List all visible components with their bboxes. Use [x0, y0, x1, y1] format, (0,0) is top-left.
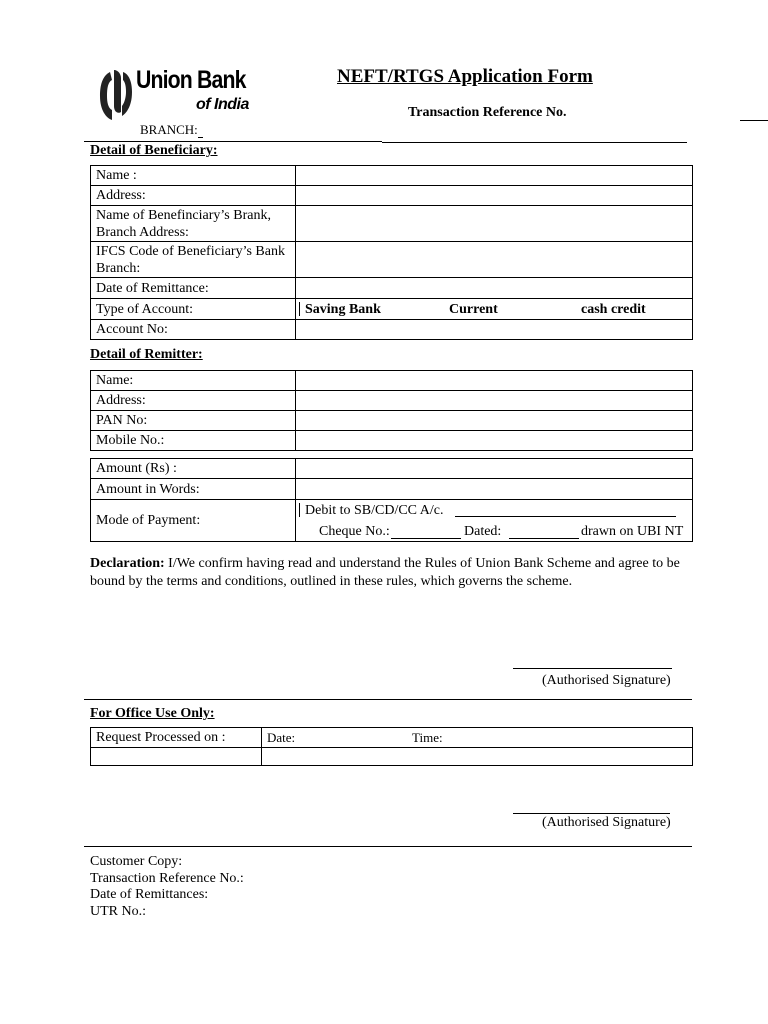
office-divider: [84, 699, 692, 700]
cheque-no-field[interactable]: [391, 538, 461, 539]
table-row: [91, 479, 693, 500]
transaction-reference-label: Transaction Reference No.: [408, 105, 567, 120]
utr-no-label: UTR No.:: [90, 904, 146, 919]
option-marker: [299, 503, 300, 517]
account-no-label: Account No:: [91, 320, 296, 340]
mobile-label: Mobile No.:: [91, 431, 296, 451]
table-row: [91, 728, 693, 748]
union-bank-emblem-icon: [98, 66, 134, 124]
authorised-signature-label-2: (Authorised Signature): [542, 815, 671, 830]
table-row: [91, 459, 693, 479]
beneficiary-table: [90, 165, 693, 340]
payment-mode-details: [296, 500, 693, 542]
pan-label: PAN No:: [91, 411, 296, 431]
remitter-name-field[interactable]: [296, 371, 693, 391]
logo-text-union-bank: Union Bank: [136, 66, 246, 94]
remitter-table: [90, 370, 693, 451]
table-row: [91, 186, 693, 206]
table-row: [91, 299, 693, 320]
branch-label-text: BRANCH:: [140, 122, 198, 137]
edge-mark: [740, 120, 768, 121]
table-row: [91, 391, 693, 411]
amount-field[interactable]: [296, 459, 693, 479]
amount-words-label: Amount in Words:: [91, 479, 296, 500]
beneficiary-ifsc-label-line2: Branch:: [96, 260, 141, 276]
account-type-cash-credit[interactable]: cash credit: [581, 302, 646, 317]
pan-field[interactable]: [296, 411, 693, 431]
table-row: [91, 278, 693, 299]
beneficiary-address-field[interactable]: [296, 186, 693, 206]
payment-mode-label: Mode of Payment:: [91, 500, 296, 542]
logo-text-of-india: of India: [196, 96, 249, 113]
customer-transaction-ref-label: Transaction Reference No.:: [90, 871, 244, 886]
mobile-field[interactable]: [296, 431, 693, 451]
account-type-label: Type of Account:: [91, 299, 296, 320]
amount-label: Amount (Rs) :: [91, 459, 296, 479]
account-no-field[interactable]: [296, 320, 693, 340]
branch-label: [140, 121, 203, 138]
dated-field[interactable]: [509, 538, 579, 539]
office-blank-cell-2[interactable]: [262, 748, 693, 766]
transaction-ref-line[interactable]: [382, 142, 687, 143]
customer-remittance-date-label: Date of Remittances:: [90, 887, 209, 902]
signature-line-1[interactable]: [513, 668, 672, 669]
remitter-address-label: Address:: [91, 391, 296, 411]
beneficiary-ifsc-label-line1: IFCS Code of Beneficiary’s Bank: [96, 243, 285, 259]
office-use-heading: For Office Use Only:: [90, 706, 215, 721]
option-marker: [299, 302, 300, 316]
table-row: [91, 166, 693, 186]
declaration: [90, 555, 690, 591]
bank-logo: [98, 66, 249, 124]
remitter-name-label: Name:: [91, 371, 296, 391]
branch-field[interactable]: [198, 121, 203, 138]
table-row: [91, 242, 693, 278]
declaration-label: Declaration:: [90, 556, 165, 571]
beneficiary-name-label: Name :: [91, 166, 296, 186]
beneficiary-bank-label-line2: Branch Address:: [96, 224, 189, 240]
table-row: [91, 206, 693, 242]
processed-time-label: Time:: [412, 730, 443, 745]
table-row: [91, 431, 693, 451]
signature-line-2[interactable]: [513, 813, 670, 814]
remittance-date-field[interactable]: [296, 278, 693, 299]
dated-label: Dated:: [464, 524, 502, 539]
amount-words-field[interactable]: [296, 479, 693, 500]
debit-label: Debit to SB/CD/CC A/c.: [305, 503, 444, 518]
page-title: NEFT/RTGS Application Form: [337, 66, 593, 87]
declaration-text: I/We confirm having read and understand the Rules of Union Bank Scheme and agree to be bound by the terms and conditions, outlined in these rules, which governs the scheme.: [90, 556, 680, 589]
branch-divider: [84, 141, 382, 142]
beneficiary-name-field[interactable]: [296, 166, 693, 186]
remitter-heading: Detail of Remitter:: [90, 347, 203, 362]
account-type-current[interactable]: Current: [449, 302, 498, 317]
customer-copy-label: Customer Copy:: [90, 854, 183, 869]
cheque-no-label: Cheque No.:: [319, 524, 390, 539]
table-row: [91, 320, 693, 340]
remittance-date-label: Date of Remittance:: [91, 278, 296, 299]
processed-date-time-cell: [262, 728, 693, 748]
debit-account-field[interactable]: [455, 516, 676, 517]
remitter-address-field[interactable]: [296, 391, 693, 411]
office-use-table: [90, 727, 693, 766]
beneficiary-bank-label-line1: Name of Benefinciary’s Brank,: [96, 207, 271, 223]
table-row: [91, 371, 693, 391]
beneficiary-bank-label: [91, 206, 296, 242]
request-processed-label: Request Processed on :: [91, 728, 262, 748]
payment-table: [90, 458, 693, 542]
beneficiary-address-label: Address:: [91, 186, 296, 206]
beneficiary-heading: Detail of Beneficiary:: [90, 143, 218, 158]
authorised-signature-label-1: (Authorised Signature): [542, 673, 671, 688]
table-row: [91, 411, 693, 431]
table-row: [91, 500, 693, 542]
drawn-on-label: drawn on UBI NT: [581, 524, 684, 539]
office-blank-cell-1[interactable]: [91, 748, 262, 766]
table-row: [91, 748, 693, 766]
customer-copy-divider: [84, 846, 692, 847]
beneficiary-ifsc-label: [91, 242, 296, 278]
account-type-options: [296, 299, 693, 320]
processed-date-label: Date:: [267, 730, 296, 745]
account-type-saving-bank[interactable]: Saving Bank: [305, 302, 381, 317]
beneficiary-ifsc-field[interactable]: [296, 242, 693, 278]
beneficiary-bank-field[interactable]: [296, 206, 693, 242]
